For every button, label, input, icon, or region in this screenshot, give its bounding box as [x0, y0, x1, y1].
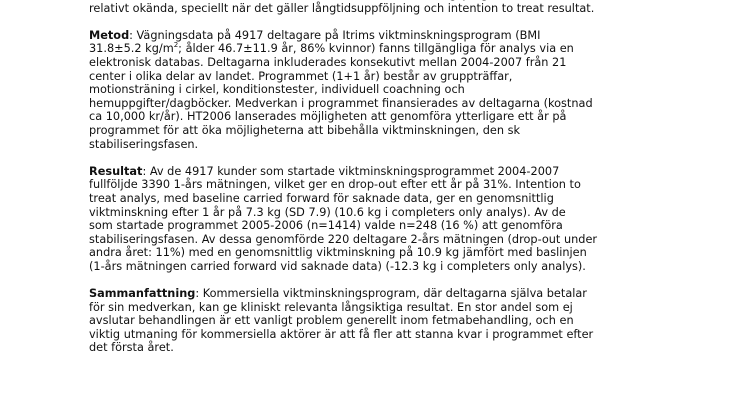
sammanfattning-line: för sin medverkan, kan ge kliniskt relevanta långsiktiga resultat. En stor andel som ej: [89, 300, 573, 314]
metod-line: stabiliseringsfasen.: [89, 137, 199, 151]
resultat-line: andra året: 11%) med en genomsnittlig viktminskning på 10.9 kg jämfört med baslinjen: [89, 246, 587, 260]
metod-paragraph: [89, 29, 649, 151]
sammanfattning-line: det första året.: [89, 341, 174, 355]
metod-line: ca 10,000 kr/år). HT2006 lanserades möjligheten att genomföra ytterligare ett år på: [89, 110, 567, 124]
bmi-unit-exponent: 2: [173, 41, 179, 50]
metod-line: programmet för att öka möjligheterna att bibehålla viktminskningen, den sk: [89, 123, 520, 137]
metod-line: elektronisk databas. Deltagarna inkluderades konsekutivt mellan 2004-2007 från 21: [89, 55, 567, 69]
sammanfattning-paragraph: [89, 287, 649, 355]
sammanfattning-line: viktig utmaning för kommersiella aktörer är att få fler att stanna kvar i programmet efter: [89, 327, 594, 341]
resultat-line: viktminskning efter 1 år på 7.3 kg (SD 7.9) (10.6 kg i completers only analys). Av de: [89, 205, 566, 219]
resultat-line: som startade programmet 2005-2006 (n=1414) valde n=248 (16 %) att genomföra: [89, 219, 563, 233]
bmi-value: 31.8±5.2 kg/m: [89, 42, 174, 56]
sammanfattning-line-text: : Kommersiella viktminskningsprogram, där deltagarna själva betalar: [195, 287, 587, 301]
resultat-line: (1-års mätningen carried forward vid saknade data) (-12.3 kg i completers only analys).: [89, 259, 586, 273]
document-body: [89, 0, 649, 369]
resultat-line-text: : Av de 4917 kunder som startade viktminskningsprogrammet 2004-2007: [142, 164, 560, 178]
resultat-paragraph: [89, 165, 649, 274]
sammanfattning-heading: Sammanfattning: [89, 287, 196, 301]
resultat-line: treat analys, med baseline carried forward för saknade data, ger en genomsnittlig: [89, 191, 554, 205]
metod-line-text: ; ålder 46.7±11.9 år, 86% kvinnor) fanns tillgängliga för analys via en: [178, 42, 574, 56]
sammanfattning-line: avslutar behandlingen är ett vanligt problem generellt inom fetmabehandling, och en: [89, 314, 574, 328]
metod-bmi-line: [89, 42, 649, 56]
intro-line: relativt okända, speciellt när det gäller långtidsuppföljning och intention to treat resultat.: [89, 1, 595, 15]
resultat-heading: Resultat: [89, 164, 143, 178]
resultat-first-line: [89, 165, 649, 179]
metod-first-line: [89, 29, 649, 43]
metod-line-text: : Vägningsdata på 4917 deltagare på Itrims viktminskningsprogram (BMI: [129, 28, 541, 42]
metod-line: center i olika delar av landet. Programmet (1+1 år) består av gruppträffar,: [89, 69, 513, 83]
intro-paragraph: [89, 0, 649, 15]
sammanfattning-first-line: [89, 287, 649, 301]
metod-line: hemuppgifter/dagböcker. Medverkan i programmet finansierades av deltagarna (kostnad: [89, 96, 593, 110]
resultat-line: stabiliseringsfasen. Av dessa genomförde 220 deltagare 2-års mätningen (drop-out under: [89, 232, 598, 246]
metod-heading: Metod: [89, 28, 130, 42]
metod-line: motionsträning i cirkel, konditionstester, individuell coachning och: [89, 83, 465, 97]
resultat-line: fullföljde 3390 1-års mätningen, vilket ger en drop-out efter ett år på 31%. Intention to: [89, 178, 581, 192]
